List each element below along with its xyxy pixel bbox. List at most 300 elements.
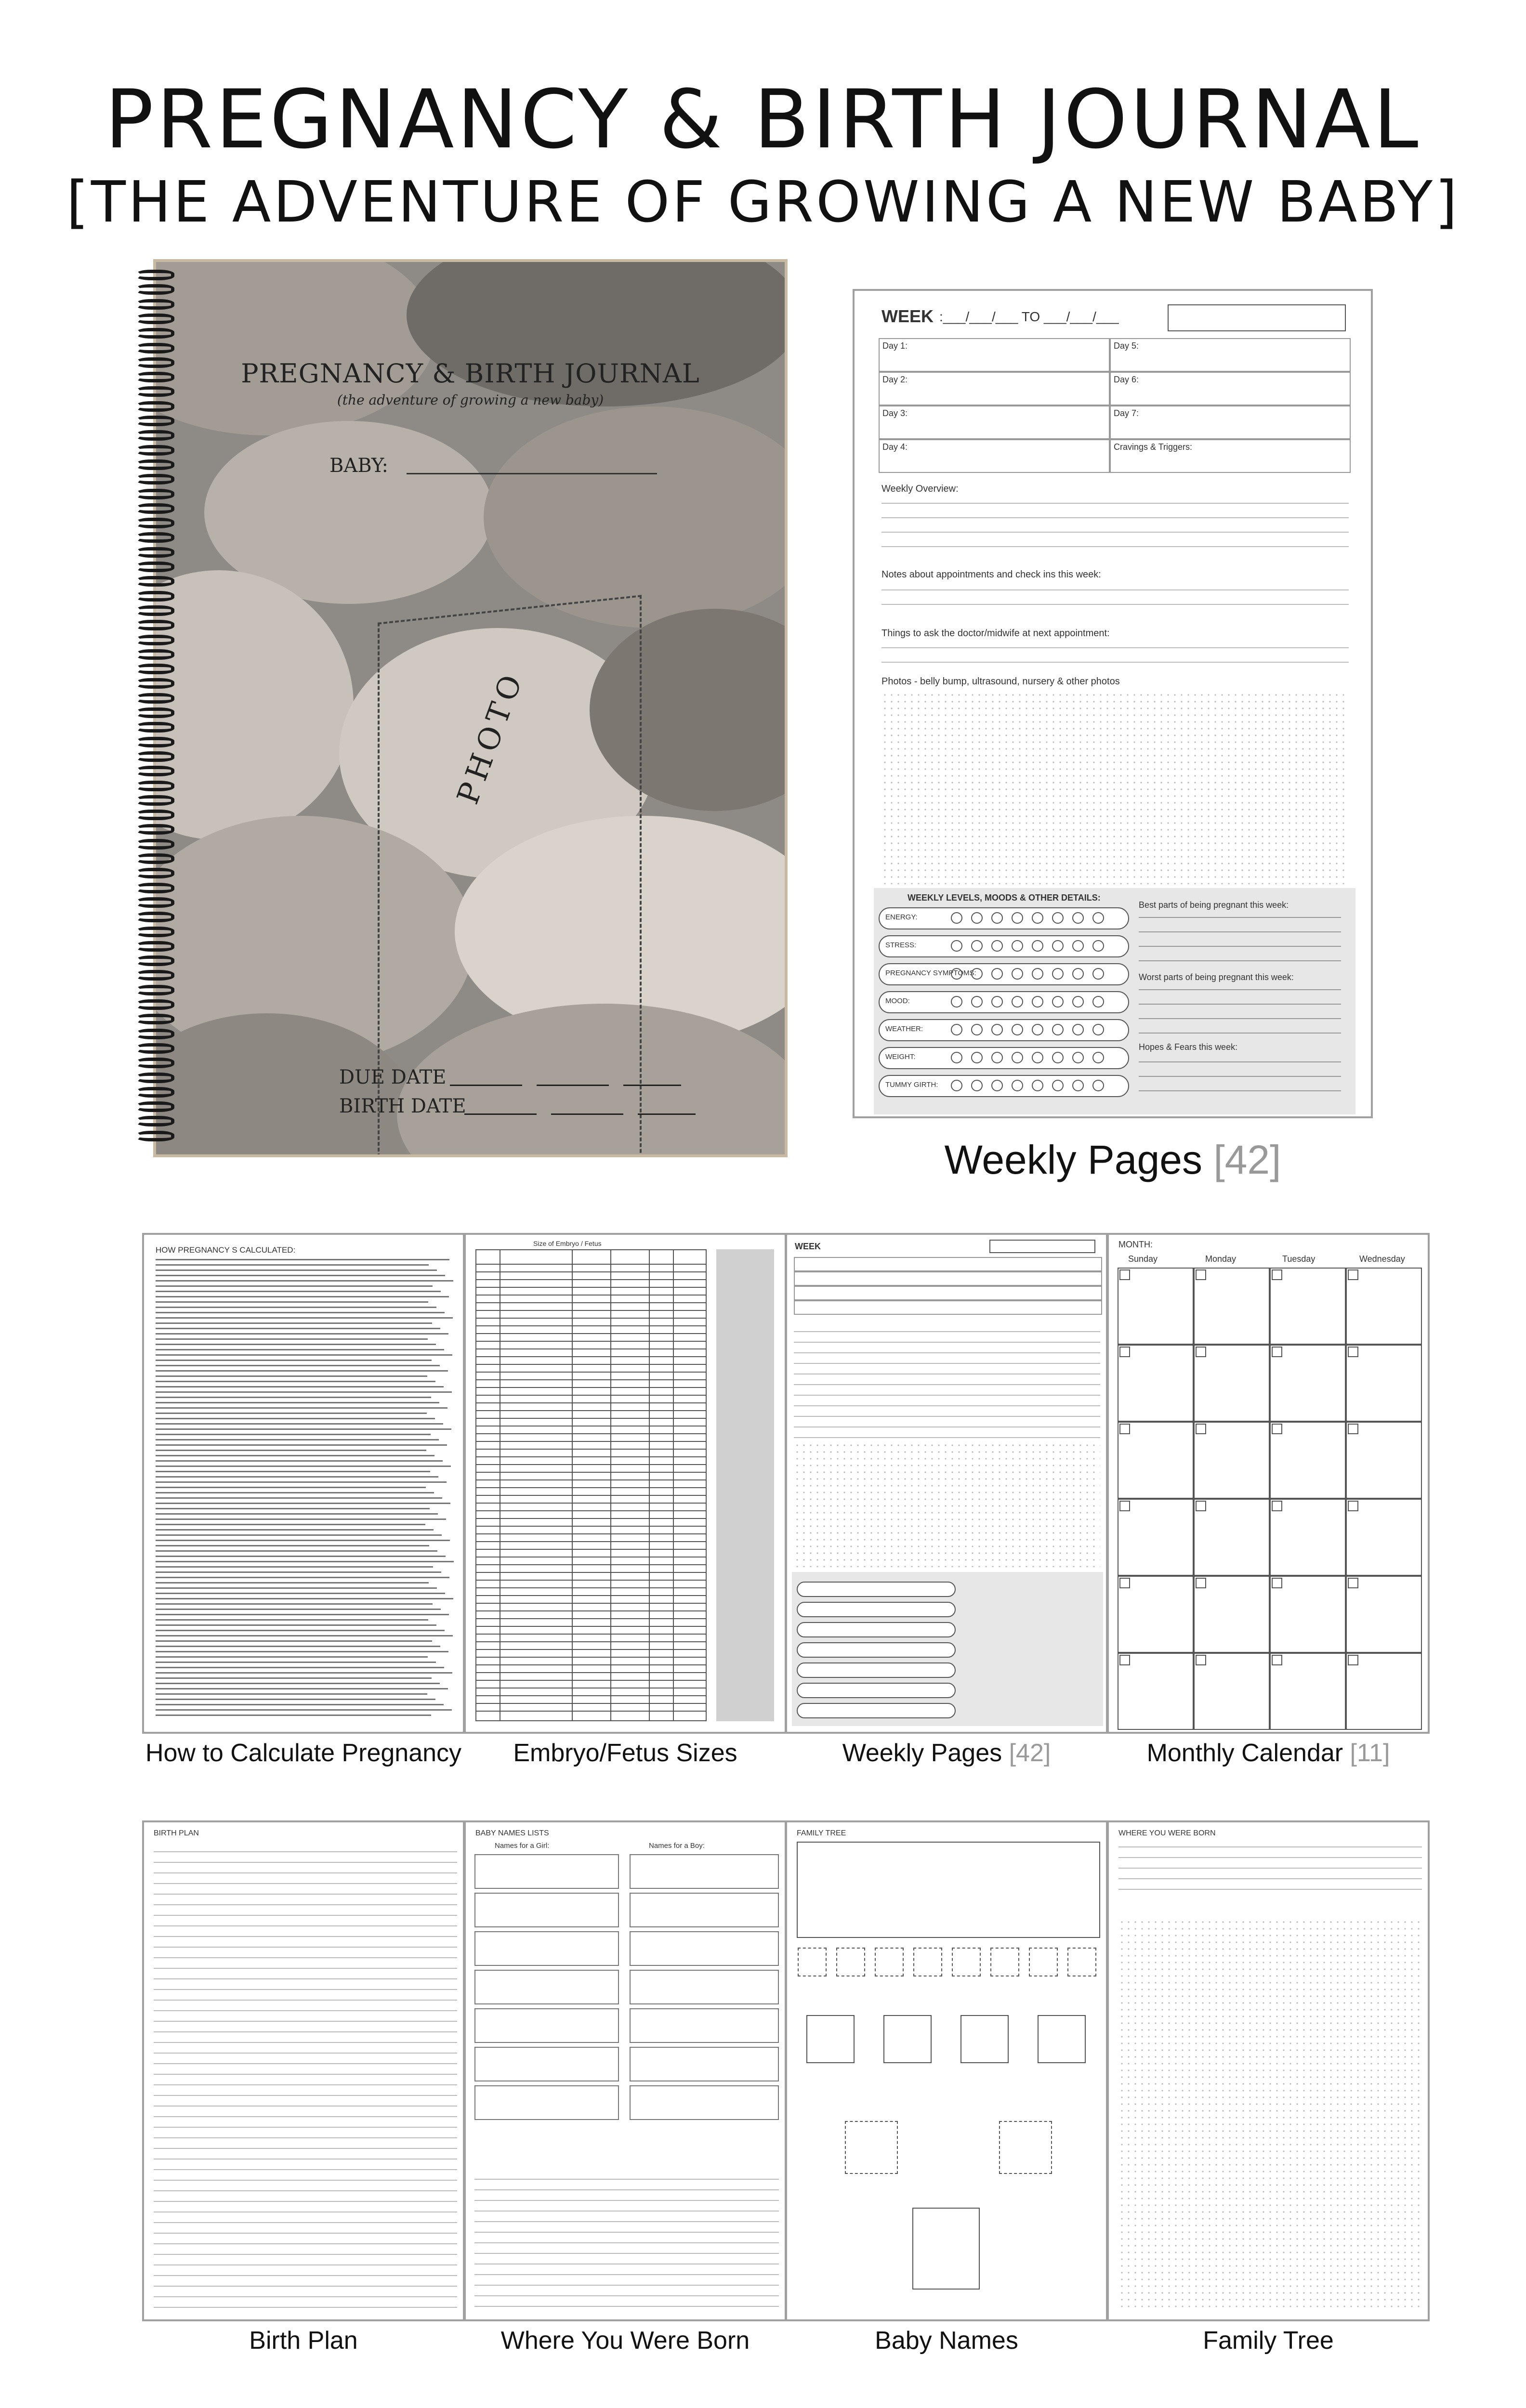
table-row-line — [475, 1264, 707, 1265]
text-line — [156, 1407, 447, 1409]
writing-line — [474, 2179, 779, 2180]
text-line — [156, 1481, 447, 1483]
writing-line — [794, 1363, 1100, 1364]
table-row-line — [475, 1603, 707, 1604]
writing-line — [154, 1989, 457, 1990]
page-thumbnail — [785, 1233, 1108, 1734]
table-row-line — [475, 1449, 707, 1450]
table-row-line — [475, 1580, 707, 1581]
date-box — [1119, 1269, 1130, 1280]
day-cell — [794, 1271, 1102, 1286]
day-label: Day 5: — [1114, 341, 1139, 351]
text-line — [156, 1434, 431, 1435]
name-box — [630, 2047, 779, 2081]
writing-line — [154, 2084, 457, 2085]
thumb-title: BIRTH PLAN — [154, 1829, 199, 1837]
day-label: Cravings & Triggers: — [1114, 442, 1193, 452]
thumbnail-caption-text: Embryo/Fetus Sizes — [513, 1739, 737, 1767]
writing-line — [154, 2053, 457, 2054]
text-line — [156, 1444, 447, 1446]
date-box — [1272, 1578, 1282, 1588]
week-range: :___/___/___ TO ___/___/___ — [939, 309, 1119, 324]
writing-line — [154, 2286, 457, 2287]
writing-line — [474, 2200, 779, 2201]
grandparent-box — [1038, 2015, 1086, 2063]
great-grandparent-box — [836, 1948, 865, 1976]
name-box — [630, 1854, 779, 1889]
thumbnail-caption — [445, 2326, 806, 2355]
table-row-line — [475, 1279, 707, 1280]
writing-line — [154, 1862, 457, 1863]
text-line — [156, 1646, 440, 1647]
table-row-line — [475, 1387, 707, 1388]
table-row-line — [475, 1595, 707, 1596]
date-box — [1272, 1269, 1282, 1280]
text-line — [156, 1428, 451, 1430]
text-line — [156, 1391, 452, 1393]
text-line — [156, 1529, 434, 1531]
text-line — [156, 1550, 437, 1552]
day-cell — [794, 1286, 1102, 1300]
text-line — [156, 1704, 444, 1705]
writing-line — [794, 1426, 1100, 1427]
text-line — [156, 1397, 431, 1398]
day-label: Day 1: — [882, 341, 908, 351]
writing-line — [154, 2180, 457, 2181]
writing-line — [154, 1915, 457, 1916]
text-line — [156, 1524, 425, 1525]
day-cell — [794, 1257, 1102, 1271]
table-row-line — [475, 1302, 707, 1303]
page-title: PREGNANCY & BIRTH JOURNAL — [105, 72, 1421, 167]
writing-line — [154, 1872, 457, 1873]
table-row-line — [475, 1572, 707, 1573]
writing-line — [794, 1352, 1100, 1353]
text-line — [156, 1418, 435, 1419]
date-box — [1348, 1501, 1358, 1511]
text-line — [156, 1640, 432, 1642]
table-row-line — [475, 1364, 707, 1365]
dot-grid — [1118, 1919, 1422, 2309]
text-line — [156, 1561, 454, 1562]
text-line — [156, 1338, 428, 1340]
writing-line — [794, 1384, 1100, 1385]
writing-line — [154, 1894, 457, 1895]
writing-line — [154, 2148, 457, 2149]
weekly-overview-label: Weekly Overview: — [881, 484, 959, 494]
text-line — [156, 1624, 436, 1626]
text-line — [156, 1275, 445, 1276]
date-box — [1196, 1578, 1206, 1588]
day-label: Day 2: — [882, 375, 908, 384]
name-box — [474, 1854, 619, 1889]
names-boy-label: Names for a Boy: — [649, 1842, 705, 1850]
writing-line — [474, 2242, 779, 2243]
writing-line — [474, 2285, 779, 2286]
writing-line — [1118, 1868, 1422, 1869]
text-line — [156, 1534, 442, 1536]
date-box — [1348, 1578, 1358, 1588]
text-line — [156, 1619, 428, 1621]
thumbnail-caption — [766, 2326, 1127, 2355]
week-number-box — [989, 1240, 1095, 1253]
writing-line — [474, 2211, 779, 2212]
table-row-line — [475, 1510, 707, 1511]
writing-line — [154, 2169, 457, 2170]
table-row-line — [475, 1456, 707, 1457]
text-line — [156, 1423, 443, 1425]
hopes-fears-label: Hopes & Fears this week: — [1139, 1042, 1238, 1052]
page-thumbnail — [464, 1820, 787, 2321]
text-line — [156, 1455, 434, 1456]
text-line — [156, 1603, 433, 1605]
cover-birth-date-label: BIRTH DATE — [339, 1095, 466, 1117]
text-line — [156, 1344, 436, 1345]
date-box — [1348, 1655, 1358, 1665]
table-row-line — [475, 1641, 707, 1642]
table-row-line — [475, 1410, 707, 1411]
text-line — [156, 1487, 426, 1488]
writing-line — [154, 1936, 457, 1937]
weekday-label: Sunday — [1128, 1254, 1158, 1264]
level-label: PREGNANCY SYMPTOMS: — [885, 969, 976, 977]
date-box — [1272, 1347, 1282, 1357]
date-box — [1272, 1424, 1282, 1434]
great-grandparent-box — [990, 1948, 1019, 1976]
table-row-line — [475, 1271, 707, 1272]
text-line — [156, 1683, 440, 1684]
text-line — [156, 1577, 449, 1578]
page-thumbnail — [1107, 1820, 1430, 2321]
grandparent-box — [883, 2015, 932, 2063]
writing-line — [474, 2306, 779, 2307]
thumb-title: FAMILY TREE — [797, 1829, 846, 1837]
writing-line — [154, 2201, 457, 2202]
week-label: WEEK — [881, 306, 934, 326]
name-box — [474, 1893, 619, 1927]
table-row-line — [475, 1441, 707, 1442]
great-grandparent-box — [1067, 1948, 1096, 1976]
text-line — [156, 1466, 451, 1467]
thumbnail-caption-text: How to Calculate Pregnancy — [145, 1739, 462, 1767]
great-grandparent-box — [913, 1948, 942, 1976]
name-box — [630, 2008, 779, 2043]
writing-line — [154, 2095, 457, 2096]
writing-line — [794, 1416, 1100, 1417]
table-row-line — [475, 1672, 707, 1673]
thumbnail-caption — [445, 1739, 806, 1767]
text-line — [156, 1291, 441, 1292]
page-thumbnail — [785, 1820, 1108, 2321]
text-line — [156, 1471, 430, 1472]
text-line — [156, 1264, 429, 1266]
writing-line — [154, 1978, 457, 1979]
thumbnail-caption — [766, 1739, 1127, 1767]
writing-line — [154, 2000, 457, 2001]
thumbnail-caption-text: Monthly Calendar — [1146, 1739, 1343, 1767]
text-line — [156, 1513, 438, 1515]
writing-line — [794, 1437, 1100, 1438]
writing-line — [154, 1904, 457, 1905]
thumbnail-caption-text: Birth Plan — [249, 2327, 358, 2355]
table-row-line — [475, 1564, 707, 1565]
cover-baby-label: BABY: — [329, 455, 388, 477]
text-line — [156, 1556, 446, 1557]
text-line — [156, 1328, 440, 1329]
name-box — [630, 2085, 779, 2120]
table-row-line — [475, 1472, 707, 1473]
table-row-line — [475, 1626, 707, 1627]
table-row-line — [475, 1348, 707, 1349]
level-row — [797, 1622, 956, 1637]
writing-line — [154, 2021, 457, 2022]
writing-line — [154, 2042, 457, 2043]
table-row-line — [475, 1518, 707, 1519]
table-col-line — [673, 1249, 674, 1721]
writing-line — [1118, 1878, 1422, 1879]
writing-line — [1118, 1857, 1422, 1858]
writing-line — [794, 1342, 1100, 1343]
table-row-line — [475, 1587, 707, 1588]
table-row-line — [475, 1610, 707, 1611]
level-row — [797, 1683, 956, 1698]
text-line — [156, 1609, 441, 1610]
date-box — [1196, 1424, 1206, 1434]
writing-line — [474, 2232, 779, 2233]
text-line — [156, 1285, 433, 1287]
photo-dot-grid — [794, 1442, 1100, 1567]
level-row — [797, 1703, 956, 1718]
text-line — [156, 1360, 432, 1361]
text-line — [156, 1296, 449, 1297]
thumbnail-caption-text: Family Tree — [1203, 2327, 1334, 2355]
table-row-line — [475, 1680, 707, 1681]
text-line — [156, 1651, 448, 1652]
table-row-line — [475, 1618, 707, 1619]
best-parts-label: Best parts of being pregnant this week: — [1139, 900, 1289, 910]
text-line — [156, 1672, 452, 1674]
size-table — [475, 1249, 707, 1721]
page-subtitle: [THE ADVENTURE OF GROWING A NEW BABY] — [66, 169, 1460, 235]
appointments-label: Notes about appointments and check ins this week: — [881, 569, 1101, 580]
name-box — [474, 1970, 619, 2004]
page-thumbnail — [142, 1820, 465, 2321]
name-box — [474, 2047, 619, 2081]
thumbnail-caption — [123, 2326, 484, 2355]
text-line — [156, 1709, 452, 1711]
level-row — [797, 1662, 956, 1678]
text-line — [156, 1322, 432, 1324]
writing-line — [154, 2296, 457, 2297]
name-box — [630, 1970, 779, 2004]
writing-line — [154, 1968, 457, 1969]
writing-line — [154, 1957, 457, 1958]
table-row-line — [475, 1487, 707, 1488]
text-line — [156, 1582, 429, 1584]
writing-line — [154, 1947, 457, 1948]
thumbnail-caption — [123, 1739, 484, 1767]
thumbnail-caption-count: [11] — [1343, 1739, 1390, 1767]
date-box — [1196, 1655, 1206, 1665]
text-line — [156, 1593, 445, 1594]
writing-line — [154, 2116, 457, 2117]
weekly-pages-count: [42] — [1213, 1137, 1281, 1182]
text-line — [156, 1317, 453, 1319]
cover-title: PREGNANCY & BIRTH JOURNAL — [241, 358, 700, 389]
day-label: Day 6: — [1114, 375, 1139, 384]
table-row-line — [475, 1649, 707, 1650]
date-box — [1348, 1424, 1358, 1434]
level-row — [797, 1642, 956, 1658]
date-box — [1196, 1501, 1206, 1511]
thumbnail-caption — [1088, 1739, 1449, 1767]
text-line — [156, 1386, 444, 1387]
level-label: ENERGY: — [885, 913, 918, 921]
day-label: Day 3: — [882, 408, 908, 418]
text-line — [156, 1439, 439, 1440]
table-row-line — [475, 1634, 707, 1635]
text-line — [156, 1280, 453, 1282]
text-line — [156, 1381, 435, 1382]
text-line — [156, 1259, 449, 1260]
table-row-line — [475, 1356, 707, 1357]
writing-line — [154, 1925, 457, 1926]
name-box — [474, 2085, 619, 2120]
level-row — [797, 1582, 956, 1597]
table-row-line — [475, 1703, 707, 1704]
great-grandparent-box — [875, 1948, 904, 1976]
thumbnail-caption-text: Weekly Pages — [842, 1739, 1002, 1767]
writing-line — [154, 2127, 457, 2128]
text-line — [156, 1571, 441, 1573]
table-row-line — [475, 1495, 707, 1496]
writing-line — [154, 2254, 457, 2255]
great-grandparent-box — [798, 1948, 827, 1976]
writing-line — [154, 2190, 457, 2191]
page-thumbnail — [464, 1233, 787, 1734]
writing-line — [154, 2264, 457, 2265]
writing-line — [154, 1851, 457, 1852]
date-box — [1272, 1501, 1282, 1511]
name-box — [630, 1893, 779, 1927]
cover-photo-label: PHOTO — [450, 666, 531, 809]
table-row-line — [475, 1395, 707, 1396]
text-line — [156, 1656, 428, 1658]
page-thumbnail — [1107, 1233, 1430, 1734]
text-line — [156, 1413, 427, 1414]
table-col-line — [610, 1249, 611, 1721]
date-box — [1272, 1655, 1282, 1665]
date-box — [1119, 1655, 1130, 1665]
writing-line — [794, 1405, 1100, 1406]
level-label: TUMMY GIRTH: — [885, 1081, 938, 1089]
table-row-line — [475, 1318, 707, 1319]
table-row-line — [475, 1287, 707, 1288]
date-box — [1348, 1269, 1358, 1280]
photos-label: Photos - belly bump, ultrasound, nursery & other photos — [881, 676, 1120, 687]
table-row-line — [475, 1341, 707, 1342]
text-line — [156, 1375, 427, 1377]
text-line — [156, 1540, 450, 1541]
thumbnail-caption-text: Baby Names — [875, 2327, 1018, 2355]
thumbnail-caption — [1088, 2326, 1449, 2355]
thumb-title: HOW PREGNANCY S CALCULATED: — [156, 1245, 296, 1255]
text-line — [156, 1460, 443, 1462]
thumb-title: Size of Embryo / Fetus — [533, 1240, 602, 1247]
text-line — [156, 1301, 428, 1303]
grandparent-box — [806, 2015, 855, 2063]
weekly-pages-caption-text: Weekly Pages — [944, 1137, 1202, 1182]
name-box — [474, 2008, 619, 2043]
writing-line — [474, 2189, 779, 2190]
text-line — [156, 1714, 431, 1716]
writing-line — [154, 2106, 457, 2107]
writing-line — [474, 2274, 779, 2275]
level-label: MOOD: — [885, 997, 910, 1005]
writing-line — [154, 2074, 457, 2075]
text-line — [156, 1354, 452, 1356]
table-row-line — [475, 1711, 707, 1712]
writing-line — [154, 2233, 457, 2234]
great-grandparent-box — [952, 1948, 981, 1976]
writing-line — [794, 1331, 1100, 1332]
level-label: STRESS: — [885, 941, 917, 949]
text-line — [156, 1630, 445, 1631]
level-label: WEATHER: — [885, 1025, 923, 1033]
cover-subtitle: (the adventure of growing a new baby) — [337, 392, 604, 408]
level-label: WEIGHT: — [885, 1053, 916, 1061]
thumbnail-caption-text: Where You Were Born — [500, 2327, 750, 2355]
text-line — [156, 1402, 439, 1403]
text-line — [156, 1312, 445, 1313]
table-row-line — [475, 1503, 707, 1504]
text-line — [156, 1349, 444, 1350]
writing-line — [154, 2063, 457, 2064]
text-line — [156, 1693, 427, 1695]
writing-line — [154, 2010, 457, 2011]
text-line — [156, 1667, 444, 1668]
writing-line — [154, 2307, 457, 2308]
text-line — [156, 1614, 449, 1615]
day-cell — [794, 1300, 1102, 1315]
text-line — [156, 1307, 436, 1308]
table-row-line — [475, 1372, 707, 1373]
table-row-line — [475, 1549, 707, 1550]
writing-line — [794, 1395, 1100, 1396]
table-row-line — [475, 1310, 707, 1311]
text-line — [156, 1688, 448, 1689]
weekday-label: Tuesday — [1282, 1254, 1316, 1264]
text-line — [156, 1587, 437, 1589]
table-row-line — [475, 1695, 707, 1696]
text-line — [156, 1699, 435, 1700]
writing-line — [474, 2221, 779, 2222]
writing-line — [154, 2137, 457, 2138]
text-line — [156, 1476, 438, 1478]
writing-line — [154, 2222, 457, 2223]
text-line — [156, 1365, 440, 1366]
table-row-line — [475, 1479, 707, 1480]
cover-due-date-label: DUE DATE — [339, 1066, 447, 1088]
text-line — [156, 1545, 429, 1546]
text-line — [156, 1450, 426, 1451]
text-line — [156, 1566, 433, 1568]
thumb-title: WHERE YOU WERE BORN — [1118, 1829, 1216, 1837]
writing-line — [154, 2031, 457, 2032]
daddy-box — [999, 2121, 1052, 2174]
table-row-line — [475, 1333, 707, 1334]
text-line — [156, 1503, 450, 1504]
